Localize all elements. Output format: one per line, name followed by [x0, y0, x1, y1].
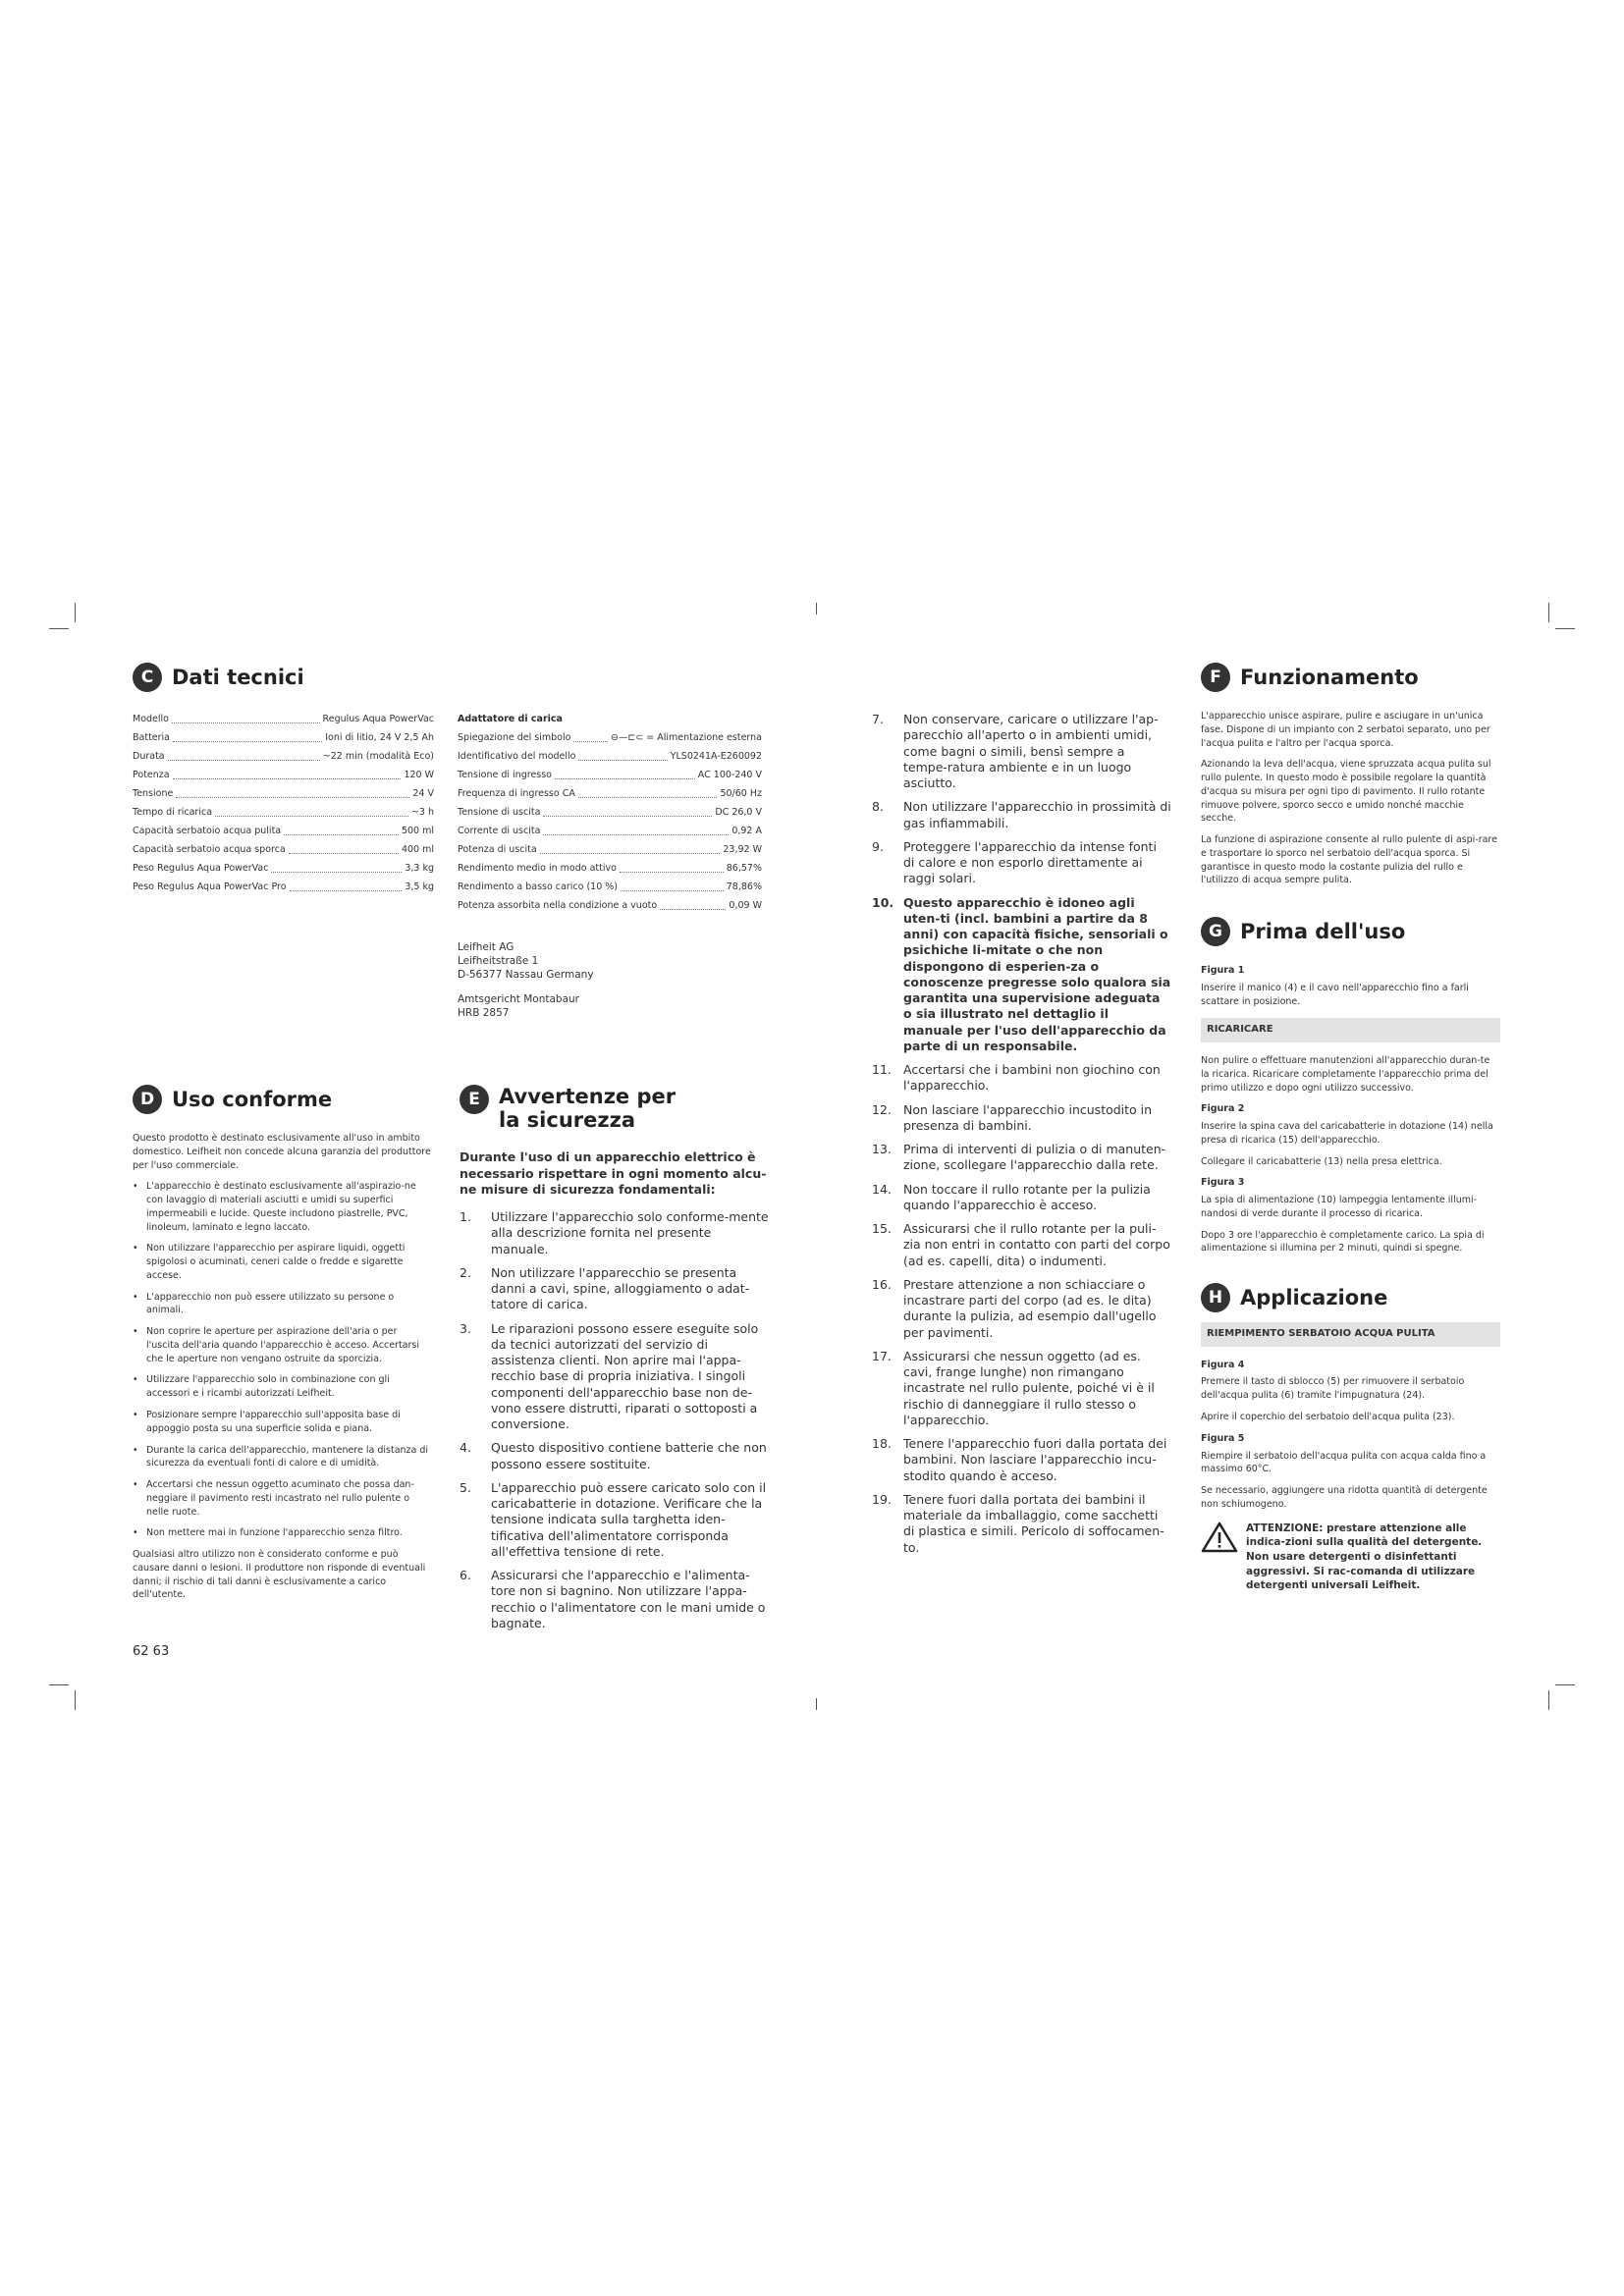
court-line: Amtsgericht Montabaur [458, 992, 580, 1005]
spec-value: 0,09 W [729, 900, 762, 911]
spec-value: 120 W [404, 770, 434, 780]
spec-row [458, 803, 762, 822]
item-number: 9. [872, 838, 884, 854]
paragraph: Non pulire o effettuare manutenzioni all'apparecchio duran-te la ricarica. Ricaricare completamente l'apparecchio prima del primo utilizzo e dopo ogni utilizzo successivo. [1201, 1054, 1490, 1094]
figure-label: Figura 1 [1201, 965, 1245, 977]
address-line: Leifheit AG [458, 941, 514, 953]
page-numbers: 62 63 [133, 1644, 170, 1659]
section-h-body [1201, 1322, 1500, 1593]
spec-list [133, 710, 434, 1020]
spec-label: Tensione di uscita [458, 807, 541, 818]
right-columns [872, 663, 1500, 1593]
spec-value: Regulus Aqua PowerVac [322, 714, 434, 724]
dot-leader [172, 710, 320, 723]
warning-triangle-icon [1201, 1522, 1238, 1553]
list-item-text: Utilizzare l'apparecchio solo conforme-mente alla descrizione fornita nel presente manuale. [491, 1209, 769, 1256]
section-badge: G [1201, 917, 1230, 946]
spec-row [133, 840, 434, 859]
dot-leader [168, 747, 320, 761]
spec-row [458, 784, 762, 803]
list-item-text: Assicurarsi che l'apparecchio e l'alimenta-tore non si bagnino. Non utilizzare l'appa-recchio o l'alimentatore con le mani umide o bagnate. [491, 1568, 766, 1630]
spec-label: Peso Regulus Aqua PowerVac [133, 863, 269, 874]
subsection-bar: RICARICARE [1201, 1018, 1500, 1042]
dot-leader [573, 728, 608, 742]
list-item-text: Non utilizzare l'apparecchio se presenta danni a cavi, spine, alloggiamento o adat-tatore di carica. [491, 1264, 750, 1312]
dot-leader [284, 822, 399, 835]
section-title: Prima dell'uso [1240, 920, 1406, 944]
figure-label: Figura 4 [1201, 1359, 1245, 1370]
paragraph: Riempire il serbatoio dell'acqua pulita con acqua calda fino a massimo 60°C. [1201, 1450, 1487, 1475]
crop-mark [1555, 1684, 1575, 1685]
spec-value: ~3 h [410, 807, 434, 818]
item-number: 16. [872, 1276, 892, 1292]
crop-mark [75, 1690, 76, 1710]
section-title: Funzionamento [1240, 665, 1419, 689]
spec-label: Peso Regulus Aqua PowerVac Pro [133, 881, 287, 892]
list-item-text: Non coprire le aperture per aspirazione dell'aria o per l'uscita dell'aria quando l'apparecchio è acceso. Accertarsi che le aperture non vengano ostruite da sporcizia. [146, 1326, 419, 1364]
item-number: 4. [460, 1440, 471, 1456]
list-item-text: Assicurarsi che nessun oggetto (ad es. cavi, frange lunghe) non rimangano incastrate nel rullo pulente, poiché vi è il rischio di danneggiare il rullo stesso o l'apparecchio. [903, 1348, 1155, 1427]
bullet-icon: • [133, 1444, 138, 1456]
spec-value: 50/60 Hz [720, 788, 762, 799]
spec-label: Rendimento medio in modo attivo [458, 863, 617, 874]
paragraph: Dopo 3 ore l'apparecchio è completamente carico. La spia di alimentazione si illumina per 2 minuti, quindi si spegne. [1201, 1229, 1485, 1255]
spec-row [133, 784, 434, 803]
dot-leader [176, 784, 409, 798]
subsection-bar: RIEMPIMENTO SERBATOIO ACQUA PULITA [1201, 1322, 1500, 1347]
spec-value: YLS0241A-E260092 [670, 751, 762, 762]
list-item-text: Assicurarsi che il rullo rotante per la puli-zia non entri in contatto con parti del corpo (ad es. capelli, dita) o indumenti. [903, 1221, 1170, 1268]
numbered-list [460, 1209, 771, 1631]
power-supply-symbol-icon: ⊖—⊏⊂ [610, 732, 644, 743]
right-page [872, 663, 1500, 1593]
list-item [133, 1526, 432, 1540]
list-item-text: Prestare attenzione a non schiacciare o incastrare parti del corpo (ad es. le dita) durante la pulizia, ad esempio dall'ugello per pavimenti. [903, 1276, 1157, 1340]
right-column [1201, 663, 1500, 1593]
dot-leader [578, 784, 718, 798]
spec-label: Potenza di uscita [458, 844, 537, 855]
paragraph: Inserire il manico (4) e il cavo nell'apparecchio fino a farli scattare in posizione. [1201, 982, 1469, 1007]
list-item-text: L'apparecchio può essere caricato solo con il caricabatterie in dotazione. Verificare che la tensione indicata sulla targhetta iden-tificativa dell'alimentatore corrisponda all'effettiva tensione di rete. [491, 1479, 767, 1559]
list-item-text: Non lasciare l'apparecchio incustodito in presenza di bambini. [903, 1101, 1153, 1133]
spec-row [133, 859, 434, 878]
spec-value: 3,3 kg [405, 863, 434, 874]
list-item [872, 1182, 1171, 1214]
dot-leader [173, 766, 402, 779]
paragraph: Inserire la spina cava del caricabatterie in dotazione (14) nella presa di ricarica (15) dell'apparecchio. [1201, 1121, 1493, 1146]
list-item [460, 1480, 771, 1560]
list-item [133, 1444, 432, 1471]
spec-label: Tensione [133, 788, 174, 799]
paragraph: Collegare il caricabatterie (13) nella presa elettrica. [1201, 1155, 1442, 1167]
list-item [133, 1291, 432, 1318]
item-number: 7. [872, 712, 884, 726]
list-item-text: Non utilizzare l'apparecchio in prossimità di gas infiammabili. [903, 799, 1171, 830]
paragraph: Azionando la leva dell'acqua, viene spruzzata acqua pulita sul rullo pulente. In questo modo è possibile regolare la quantità d'acqua su misura per ogni tipo di pavimento. Il rullo rotante rimuove polvere, sporco secco e umido nonché macchie secche. [1201, 759, 1491, 825]
section-badge: C [133, 663, 162, 692]
bullet-icon: • [133, 1410, 138, 1421]
paragraph: La spia di alimentazione (10) lampeggia lentamente illumi-nandosi di verde durante il processo di ricarica. [1201, 1195, 1478, 1219]
bullet-icon: • [133, 1326, 138, 1338]
list-item [872, 712, 1171, 791]
list-item [460, 1209, 771, 1257]
list-item-text: Posizionare sempre l'apparecchio sull'apposita base di appoggio posta su una superficie solida e piana. [146, 1410, 401, 1434]
item-number: 18. [872, 1436, 892, 1451]
list-item-text: Le riparazioni possono essere eseguite solo da tecnici autorizzati del servizio di assistenza clienti. Non aprire mai l'appa-recchio base di propria iniziativa. I singoli componenti dell'apparecchio base non de-vono essere distrutti, riparati o sottoposti a conversione. [491, 1320, 759, 1432]
spec-row [458, 859, 762, 878]
crop-mark [1548, 1690, 1549, 1710]
spec-row [133, 710, 434, 728]
spec-value: 23,92 W [723, 844, 762, 855]
list-item [460, 1265, 771, 1313]
spec-row [458, 896, 762, 915]
spec-label: Capacità serbatoio acqua pulita [133, 826, 282, 836]
address-line: D-56377 Nassau Germany [458, 969, 594, 982]
outro-text: Qualsiasi altro utilizzo non è considerato conforme e può causare danni o lesioni. Il produttore non risponde di eventuali danni; il rischio di tali danni è esclusivamente a carico dell'utente. [133, 1549, 426, 1601]
adapter-list [458, 728, 762, 915]
section-title: Dati tecnici [172, 665, 304, 689]
list-item-text: Questo apparecchio è idoneo agli uten-ti (incl. bambini a partire da 8 anni) con capacità fisiche, sensoriali o psichiche li-mitate o che non dispongono di esperien-za o conoscenze pregresse solo qualora sia garantita una supervisione adeguata o sia illustrato nel dettaglio il manuale per l'uso dell'apparecchio da parte di un responsabile. [903, 894, 1171, 1053]
section-f-header [1201, 663, 1500, 692]
section-e [460, 1085, 771, 1639]
item-number: 13. [872, 1142, 892, 1156]
bullet-list [133, 1180, 432, 1540]
list-item [872, 895, 1171, 1055]
list-item [872, 1221, 1171, 1269]
item-number: 15. [872, 1221, 892, 1236]
left-page [133, 663, 771, 1659]
dot-leader [290, 878, 403, 891]
section-e-continued [872, 663, 1171, 1593]
list-item [133, 1325, 432, 1365]
crop-mark [49, 628, 69, 629]
item-number: 19. [872, 1491, 892, 1507]
dot-leader [540, 840, 721, 854]
spec-value: = Alimentazione esterna [646, 732, 762, 743]
list-item [133, 1478, 432, 1519]
list-item-text: L'apparecchio è destinato esclusivamente all'aspirazio-ne con lavaggio di materiali asciutti e umidi su superfici impermeabili e lucide. Queste includono piastrelle, PVC, linoleum, laminato e legno laccato. [146, 1181, 416, 1233]
item-number: 10. [872, 894, 894, 910]
spec-row [458, 728, 762, 747]
spec-row [458, 747, 762, 766]
dot-leader [578, 747, 667, 761]
section-badge: H [1201, 1283, 1230, 1312]
spec-value: ~22 min (modalità Eco) [322, 751, 434, 762]
section-f-body [1201, 710, 1500, 887]
spec-value: Ioni di litio, 24 V 2,5 Ah [325, 732, 434, 743]
list-item-text: Tenere fuori dalla portata dei bambini il materiale da imballaggio, come sacchetti di plastica e simili. Pericolo di soffocamen-to. [903, 1491, 1164, 1555]
crop-mark [816, 603, 817, 614]
bullet-icon: • [133, 1243, 138, 1255]
section-g-header [1201, 917, 1500, 946]
spec-label: Tensione di ingresso [458, 770, 552, 780]
dot-leader [660, 896, 726, 910]
section-d-header [133, 1085, 432, 1114]
item-number: 6. [460, 1568, 471, 1583]
spec-value: 400 ml [401, 844, 434, 855]
list-item [872, 1142, 1171, 1174]
spec-label: Potenza assorbita nella condizione a vuoto [458, 900, 658, 911]
item-number: 2. [460, 1264, 471, 1280]
list-item [872, 1436, 1171, 1484]
item-number: 5. [460, 1479, 471, 1495]
list-item [460, 1440, 771, 1472]
list-item-text: L'apparecchio non può essere utilizzato su persone o animali. [146, 1291, 395, 1316]
intro-text: Questo prodotto è destinato esclusivamente all'uso in ambito domestico. Leifheit non concede alcuna garanzia del produttore per l'uso commerciale. [133, 1133, 431, 1171]
adapter-title: Adattatore di carica [458, 714, 563, 724]
list-item-text: Non mettere mai in funzione l'apparecchio senza filtro. [146, 1527, 403, 1539]
spec-row [133, 878, 434, 896]
bullet-icon: • [133, 1181, 138, 1193]
court-line: HRB 2857 [458, 1006, 510, 1019]
spec-row [133, 747, 434, 766]
list-item-text: Proteggere l'apparecchio da intense fonti di calore e non esporlo direttamente ai raggi solari. [903, 838, 1157, 886]
crop-mark [816, 1698, 817, 1710]
item-number: 11. [872, 1062, 892, 1077]
dot-leader [173, 728, 322, 742]
section-e-header [460, 1085, 771, 1132]
spec-row [458, 878, 762, 896]
list-item-text: Questo dispositivo contiene batterie che non possono essere sostituite. [491, 1440, 767, 1471]
list-item [872, 1349, 1171, 1428]
section-title [499, 1085, 676, 1132]
section-d [133, 1085, 432, 1639]
dot-leader [543, 822, 729, 835]
list-item-text: Utilizzare l'apparecchio solo in combinazione con gli accessori e i ricambi autorizzati Leifheit. [146, 1374, 390, 1400]
spec-label: Corrente di uscita [458, 826, 541, 836]
crop-mark [1548, 603, 1549, 622]
paragraph: Aprire il coperchio del serbatoio dell'acqua pulita (23). [1201, 1411, 1455, 1422]
spec-label: Frequenza di ingresso CA [458, 788, 575, 799]
title-line: la sicurezza [499, 1108, 635, 1133]
list-item [460, 1568, 771, 1631]
spec-row [133, 822, 434, 840]
intro-text: Durante l'uso di un apparecchio elettrico è necessario rispettare in ogni momento alcu-ne misure di sicurezza fondamentali: [460, 1149, 767, 1197]
spec-label: Batteria [133, 732, 170, 743]
numbered-list [872, 712, 1171, 1556]
list-item [872, 799, 1171, 831]
list-item [872, 839, 1171, 887]
list-item-text: Prima di interventi di pulizia o di manuten-zione, scollegare l'apparecchio dalla rete. [903, 1142, 1166, 1173]
section-h-header [1201, 1283, 1500, 1312]
dot-leader [621, 878, 724, 891]
spec-label: Capacità serbatoio acqua sporca [133, 844, 286, 855]
dot-leader [271, 859, 402, 873]
paragraph: L'apparecchio unisce aspirare, pulire e asciugare in un'unica fase. Dispone di un impianto con 2 serbatoi separato, uno per l'acqua pulita e l'altro per l'acqua sporca. [1201, 711, 1490, 749]
warning-box [1201, 1522, 1500, 1593]
item-number: 17. [872, 1348, 892, 1363]
dot-leader [620, 859, 724, 873]
warning-text: ATTENZIONE: prestare attenzione alle indica-zioni sulla qualità del detergente. Non usare detergenti o disinfettanti aggressivi. Si rac-comanda di utilizzare detergenti universali Leifheit. [1246, 1522, 1483, 1592]
sections-d-e [133, 1085, 771, 1639]
list-item-text: Durante la carica dell'apparecchio, mantenere la distanza di sicurezza da eventuali fonti di calore e di umidità. [146, 1444, 429, 1469]
spec-value: 0,92 A [731, 826, 762, 836]
spec-label: Rendimento a basso carico (10 %) [458, 881, 619, 892]
item-number: 8. [872, 799, 884, 815]
bullet-icon: • [133, 1291, 138, 1303]
list-item [460, 1321, 771, 1433]
section-badge: F [1201, 663, 1230, 692]
bullet-icon: • [133, 1374, 138, 1386]
dot-leader [289, 840, 399, 854]
list-item-text: Accertarsi che nessun oggetto acuminato che possa dan-neggiare il pavimento resti incastrato nel rullo pulente o nelle ruote. [146, 1479, 414, 1518]
list-item [872, 1102, 1171, 1135]
address-block [458, 940, 762, 1020]
spec-value: 78,86% [726, 881, 762, 892]
spec-row [133, 803, 434, 822]
list-item [872, 1492, 1171, 1556]
spec-value: 500 ml [401, 826, 434, 836]
spec-row [458, 766, 762, 784]
list-item-text: Non conservare, caricare o utilizzare l'ap-parecchio all'aperto o in ambienti umidi, come bagni o simili, bensì sempre a tempe-ratura ambiente e in un luogo asciutto. [903, 712, 1159, 790]
bullet-icon: • [133, 1527, 138, 1539]
spec-value: AC 100-240 V [697, 770, 762, 780]
list-item [133, 1373, 432, 1401]
specs-columns [133, 710, 771, 1020]
item-number: 1. [460, 1209, 471, 1225]
spec-row [133, 728, 434, 747]
crop-mark [49, 1684, 69, 1685]
crop-mark [1555, 628, 1575, 629]
spec-label: Potenza [133, 770, 170, 780]
dot-leader [215, 803, 408, 817]
list-item [133, 1180, 432, 1234]
dot-leader [543, 803, 712, 817]
address-line: Leifheitstraße 1 [458, 955, 539, 968]
spec-label: Modello [133, 714, 169, 724]
title-line: Avvertenze per [499, 1085, 677, 1108]
spec-row [458, 840, 762, 859]
spec-label: Durata [133, 751, 165, 762]
spec-label: Tempo di ricarica [133, 807, 213, 818]
item-number: 14. [872, 1181, 892, 1197]
list-item-text: Accertarsi che i bambini non giochino con l'apparecchio. [903, 1062, 1161, 1094]
figure-label: Figura 5 [1201, 1432, 1245, 1444]
list-item [872, 1277, 1171, 1341]
section-badge: D [133, 1085, 162, 1114]
list-item [872, 1062, 1171, 1095]
figure-label: Figura 3 [1201, 1177, 1245, 1189]
spec-row [133, 766, 434, 784]
paragraph: La funzione di aspirazione consente al rullo pulente di aspi-rare e trasportare lo sporco nel serbatoio dell'acqua sporca. Si garantisce in questo modo la costante pulizia del rullo e l'utilizzo di acqua sempre pulita. [1201, 834, 1497, 886]
section-g-body [1201, 964, 1500, 1255]
paragraph: Premere il tasto di sblocco (5) per rimuovere il serbatoio dell'acqua pulita (6) tramite l'impugnatura (24). [1201, 1376, 1465, 1402]
list-item-text: Tenere l'apparecchio fuori dalla portata dei bambini. Non lasciare l'apparecchio incu-stodito quando è acceso. [903, 1436, 1167, 1483]
crop-mark [75, 603, 76, 622]
spec-label: Identificativo del modello [458, 751, 576, 762]
figure-label: Figura 2 [1201, 1103, 1245, 1115]
spec-value: DC 26,0 V [715, 807, 762, 818]
section-title: Applicazione [1240, 1286, 1388, 1310]
item-number: 3. [460, 1320, 471, 1336]
section-c-header [133, 663, 771, 692]
list-item [133, 1242, 432, 1282]
bullet-icon: • [133, 1479, 138, 1491]
dot-leader [555, 766, 695, 779]
spec-label: Spiegazione del simbolo [458, 732, 571, 743]
section-title: Uso conforme [172, 1087, 333, 1111]
section-badge: E [460, 1085, 489, 1114]
spec-value: 24 V [412, 788, 434, 799]
list-item-text: Non utilizzare l'apparecchio per aspirare liquidi, oggetti spigolosi o acuminati, ceneri calde o fredde e sigarette accese. [146, 1243, 406, 1281]
spec-row [458, 822, 762, 840]
paragraph: Se necessario, aggiungere una ridotta quantità di detergente non schiumogeno. [1201, 1485, 1488, 1510]
list-item-text: Non toccare il rullo rotante per la pulizia quando l'apparecchio è acceso. [903, 1181, 1151, 1212]
spec-value: 86,57% [726, 863, 762, 874]
list-item [133, 1409, 432, 1436]
spec-value: 3,5 kg [405, 881, 434, 892]
adapter-column [458, 710, 762, 1020]
item-number: 12. [872, 1101, 892, 1117]
